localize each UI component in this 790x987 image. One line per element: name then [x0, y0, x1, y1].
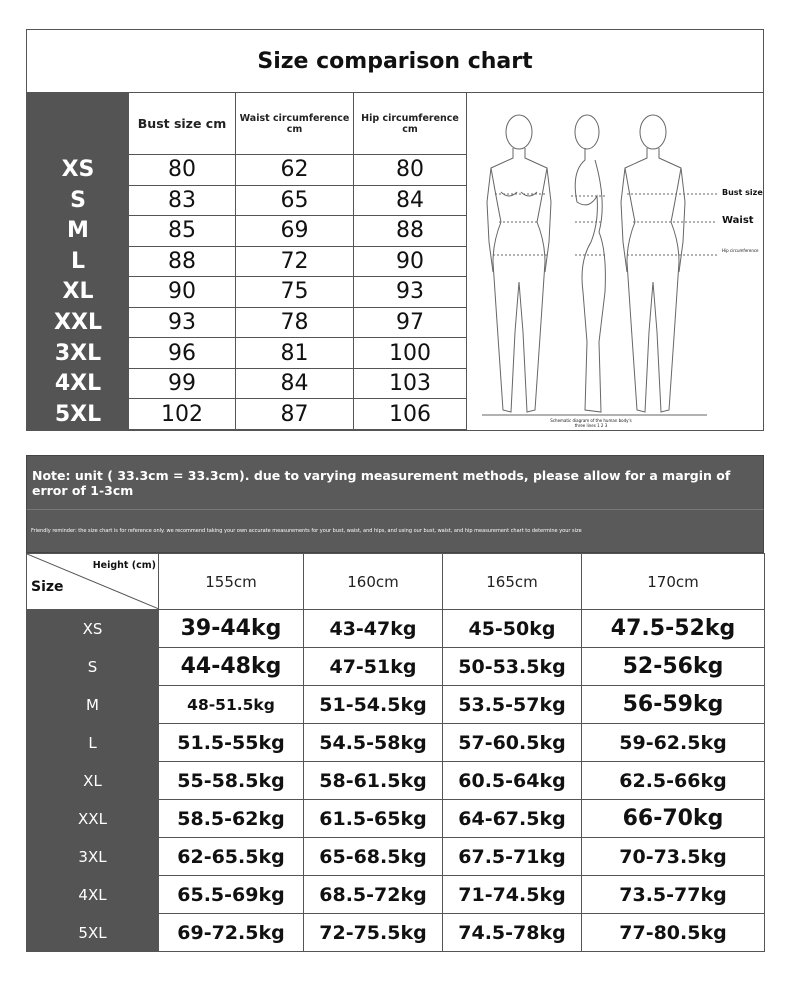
- size-axis-label: Size: [31, 579, 64, 595]
- back-figure: [621, 115, 717, 412]
- weight-range-cell: 71-74.5kg: [443, 876, 582, 914]
- weight-size-label: 3XL: [27, 838, 159, 876]
- weight-range-cell: 44-48kg: [159, 648, 304, 686]
- weight-range-cell: 68.5-72kg: [304, 876, 443, 914]
- weight-range-cell: 67.5-71kg: [443, 838, 582, 876]
- weight-range-cell: 70-73.5kg: [582, 838, 765, 876]
- bust-value: 80: [129, 155, 236, 186]
- hip-value: 106: [354, 399, 467, 430]
- weight-range-cell: 58-61.5kg: [304, 762, 443, 800]
- height-weight-chart: [26, 455, 764, 952]
- weight-range-cell: 53.5-57kg: [443, 686, 582, 724]
- bust-value: 90: [129, 277, 236, 308]
- body-measurement-table: [27, 92, 467, 430]
- size-label: 3XL: [28, 338, 129, 369]
- weight-range-cell: 48-51.5kg: [159, 686, 304, 724]
- hip-value: 80: [354, 155, 467, 186]
- label-hip: Hip circumference: [722, 248, 759, 253]
- size-row: [28, 155, 467, 186]
- weight-range-cell: 43-47kg: [304, 610, 443, 648]
- waist-value: 81: [236, 338, 354, 369]
- size-row: [28, 277, 467, 308]
- weight-range-cell: 39-44kg: [159, 610, 304, 648]
- weight-row: [27, 800, 765, 838]
- hip-value: 88: [354, 216, 467, 247]
- table-header-row: [28, 93, 467, 155]
- weight-row: [27, 610, 765, 648]
- weight-range-cell: 58.5-62kg: [159, 800, 304, 838]
- waist-value: 62: [236, 155, 354, 186]
- weight-range-cell: 62.5-66kg: [582, 762, 765, 800]
- waist-value: 69: [236, 216, 354, 247]
- front-figure: [487, 115, 551, 412]
- header-bust: Bust size cm: [129, 93, 236, 155]
- size-row: [28, 338, 467, 369]
- weight-row: [27, 686, 765, 724]
- waist-value: 78: [236, 307, 354, 338]
- weight-size-label: 4XL: [27, 876, 159, 914]
- weight-range-cell: 60.5-64kg: [443, 762, 582, 800]
- weight-range-cell: 47.5-52kg: [582, 610, 765, 648]
- size-row: [28, 216, 467, 247]
- waist-value: 87: [236, 399, 354, 430]
- weight-range-cell: 66-70kg: [582, 800, 765, 838]
- size-row: [28, 307, 467, 338]
- waist-value: 84: [236, 368, 354, 399]
- weight-range-cell: 47-51kg: [304, 648, 443, 686]
- height-weight-table: [26, 553, 765, 952]
- size-row: [28, 399, 467, 430]
- bust-value: 93: [129, 307, 236, 338]
- weight-row: [27, 876, 765, 914]
- weight-size-label: XXL: [27, 800, 159, 838]
- height-col-170: 170cm: [582, 554, 765, 610]
- weight-row: [27, 838, 765, 876]
- chart-title: Size comparison chart: [27, 30, 763, 93]
- weight-range-cell: 65-68.5kg: [304, 838, 443, 876]
- weight-size-label: 5XL: [27, 914, 159, 952]
- side-figure: [571, 115, 607, 412]
- header-hip: Hip circumference cm: [354, 93, 467, 155]
- weight-range-cell: 52-56kg: [582, 648, 765, 686]
- measurement-note: Note: unit ( 33.3cm = 33.3cm). due to varying measurement methods, please allow for a margin of error of 1-3cm: [26, 455, 764, 510]
- label-waist: Waist: [722, 215, 754, 226]
- hip-value: 97: [354, 307, 467, 338]
- weight-range-cell: 64-67.5kg: [443, 800, 582, 838]
- size-label: XL: [28, 277, 129, 308]
- size-label: L: [28, 246, 129, 277]
- weight-row: [27, 648, 765, 686]
- size-row: [28, 246, 467, 277]
- figure-caption: Schematic diagram of the human body's three lines 1 2 3: [550, 418, 632, 428]
- weight-range-cell: 65.5-69kg: [159, 876, 304, 914]
- weight-size-label: XL: [27, 762, 159, 800]
- weight-range-cell: 56-59kg: [582, 686, 765, 724]
- weight-header-row: [27, 554, 765, 610]
- size-comparison-chart: [26, 29, 764, 431]
- size-label: XXL: [28, 307, 129, 338]
- weight-range-cell: 59-62.5kg: [582, 724, 765, 762]
- weight-size-label: XS: [27, 610, 159, 648]
- weight-range-cell: 45-50kg: [443, 610, 582, 648]
- bust-value: 99: [129, 368, 236, 399]
- weight-range-cell: 57-60.5kg: [443, 724, 582, 762]
- label-bust: Bust size: [722, 188, 763, 197]
- header-waist: Waist circumference cm: [236, 93, 354, 155]
- weight-range-cell: 54.5-58kg: [304, 724, 443, 762]
- weight-range-cell: 62-65.5kg: [159, 838, 304, 876]
- size-label: S: [28, 185, 129, 216]
- weight-range-cell: 50-53.5kg: [443, 648, 582, 686]
- weight-range-cell: 61.5-65kg: [304, 800, 443, 838]
- weight-range-cell: 73.5-77kg: [582, 876, 765, 914]
- body-measurement-diagram: [467, 92, 763, 430]
- size-label: XS: [28, 155, 129, 186]
- weight-size-label: M: [27, 686, 159, 724]
- bust-value: 102: [129, 399, 236, 430]
- hip-value: 90: [354, 246, 467, 277]
- bust-value: 88: [129, 246, 236, 277]
- friendly-reminder: Friendly reminder: the size chart is for reference only. we recommend taking your own accurate measurements for your bust, waist, and hips, and using our bust, waist, and hip measurement chart to determine your size: [26, 509, 764, 553]
- weight-range-cell: 51-54.5kg: [304, 686, 443, 724]
- waist-value: 75: [236, 277, 354, 308]
- height-col-165: 165cm: [443, 554, 582, 610]
- weight-row: [27, 762, 765, 800]
- size-label: M: [28, 216, 129, 247]
- weight-row: [27, 724, 765, 762]
- body-silhouette-figure: [467, 92, 763, 430]
- height-axis-label: Height (cm): [92, 560, 156, 571]
- waist-value: 65: [236, 185, 354, 216]
- hip-value: 100: [354, 338, 467, 369]
- weight-range-cell: 69-72.5kg: [159, 914, 304, 952]
- weight-size-label: S: [27, 648, 159, 686]
- weight-range-cell: 72-75.5kg: [304, 914, 443, 952]
- weight-range-cell: 51.5-55kg: [159, 724, 304, 762]
- diagonal-header-cell: [27, 554, 159, 610]
- weight-range-cell: 74.5-78kg: [443, 914, 582, 952]
- size-label: 5XL: [28, 399, 129, 430]
- bust-value: 83: [129, 185, 236, 216]
- hip-value: 93: [354, 277, 467, 308]
- weight-row: [27, 914, 765, 952]
- bust-value: 85: [129, 216, 236, 247]
- height-col-155: 155cm: [159, 554, 304, 610]
- size-label: 4XL: [28, 368, 129, 399]
- weight-range-cell: 55-58.5kg: [159, 762, 304, 800]
- hip-value: 103: [354, 368, 467, 399]
- weight-range-cell: 77-80.5kg: [582, 914, 765, 952]
- weight-size-label: L: [27, 724, 159, 762]
- size-row: [28, 368, 467, 399]
- size-row: [28, 185, 467, 216]
- bust-value: 96: [129, 338, 236, 369]
- hip-value: 84: [354, 185, 467, 216]
- height-col-160: 160cm: [304, 554, 443, 610]
- corner-cell: [28, 93, 129, 155]
- waist-value: 72: [236, 246, 354, 277]
